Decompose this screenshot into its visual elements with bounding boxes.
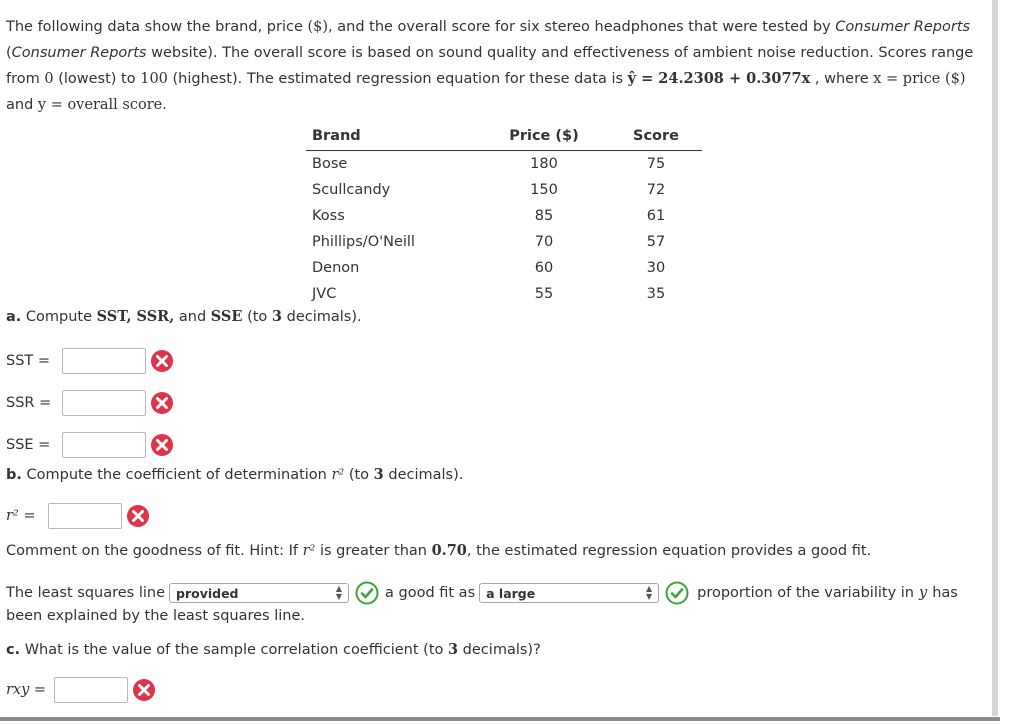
sse-row	[6, 432, 174, 458]
regression-equation: ŷ = 24.2308 + 0.3077x	[627, 70, 811, 87]
incorrect-icon	[150, 433, 174, 457]
proportion-select[interactable]	[479, 583, 659, 603]
table-row	[306, 203, 702, 229]
cell-brand: Phillips/O'Neill	[312, 234, 415, 250]
correct-check-icon	[355, 581, 379, 605]
table-row	[306, 229, 702, 255]
rxy-label: rxy =	[6, 682, 47, 698]
cell-brand: Denon	[312, 260, 360, 276]
table-row	[306, 281, 702, 307]
cell-price: 150	[530, 182, 558, 198]
cell-score: 72	[646, 182, 666, 198]
cell-score: 30	[646, 260, 666, 276]
select-arrows-icon: ▲ ▼	[335, 584, 342, 601]
cell-price: 70	[534, 234, 554, 250]
sst-input[interactable]	[62, 348, 146, 374]
fit-select-value: provided	[176, 585, 239, 601]
rxy-input[interactable]	[54, 677, 128, 703]
table-row	[306, 177, 702, 203]
least-squares-sentence	[6, 581, 958, 605]
part-c-prompt: c. What is the value of the sample correlation coefficient (to 3 decimals)?	[6, 641, 541, 658]
cell-price: 60	[534, 260, 554, 276]
cell-price: 180	[530, 156, 558, 172]
bottom-rule	[0, 717, 1000, 721]
cell-brand: JVC	[312, 286, 337, 302]
ls-text-3: proportion of the variability in	[697, 585, 914, 601]
table-row	[306, 151, 702, 178]
rxy-row	[6, 677, 156, 703]
header-price: Price ($)	[478, 124, 610, 151]
ssr-label: SSR =	[6, 395, 52, 411]
correct-check-icon	[665, 581, 689, 605]
incorrect-icon	[132, 678, 156, 702]
part-b-prompt: b. Compute the coefficient of determination r² (to 3 decimals).	[6, 466, 464, 483]
cell-brand: Koss	[312, 208, 345, 224]
r2-label: r² =	[6, 508, 36, 524]
incorrect-icon	[150, 349, 174, 373]
sse-label: SSE =	[6, 437, 51, 453]
cell-score: 35	[646, 286, 666, 302]
table-row	[306, 255, 702, 281]
cell-score: 57	[646, 234, 666, 250]
cell-score: 75	[646, 156, 666, 172]
part-a-prompt: a. Compute SST, SSR, and SSE (to 3 decimals).	[6, 308, 362, 325]
r2-row	[6, 503, 150, 529]
ls-text-4: has	[932, 585, 958, 601]
incorrect-icon	[126, 504, 150, 528]
cell-brand: Bose	[312, 156, 348, 172]
table-header-row	[306, 124, 702, 151]
cell-price: 55	[534, 286, 554, 302]
ls-var: y	[918, 585, 928, 601]
proportion-select-value: a large	[486, 585, 536, 601]
r2-input[interactable]	[48, 503, 122, 529]
ssr-row	[6, 390, 174, 416]
problem-intro: The following data show the brand, price ($), and the overall score for six stereo headphones that were tested by Consumer Reports (Consumer Reports website). The overall score is based on sound quality and effectiveness of ambient noise reduction. Scores range from 0 (lowest) to 100 (highest). The estimated regression equation for these data is ŷ = 24.2308 + 0.3077x , where x = price ($) and y = overall score.	[6, 19, 974, 113]
fit-select[interactable]	[169, 583, 349, 603]
least-squares-continuation: been explained by the least squares line.	[6, 608, 305, 624]
header-brand: Brand	[306, 124, 478, 151]
header-score: Score	[610, 124, 702, 151]
comment-hint: Comment on the goodness of fit. Hint: If r² is greater than 0.70, the estimated regression equation provides a good fit.	[6, 542, 872, 559]
ls-text-2: a good fit as	[385, 585, 476, 601]
cell-price: 85	[534, 208, 554, 224]
cell-score: 61	[646, 208, 666, 224]
data-table	[306, 124, 702, 307]
select-arrows-icon: ▲ ▼	[645, 584, 653, 601]
sse-input[interactable]	[62, 432, 146, 458]
ssr-input[interactable]	[62, 390, 146, 416]
sst-label: SST =	[6, 353, 51, 369]
incorrect-icon	[150, 391, 174, 415]
sst-row	[6, 348, 174, 374]
scrollbar[interactable]	[992, 0, 998, 716]
ls-text-1: The least squares line	[6, 585, 165, 601]
cell-brand: Scullcandy	[312, 182, 391, 198]
